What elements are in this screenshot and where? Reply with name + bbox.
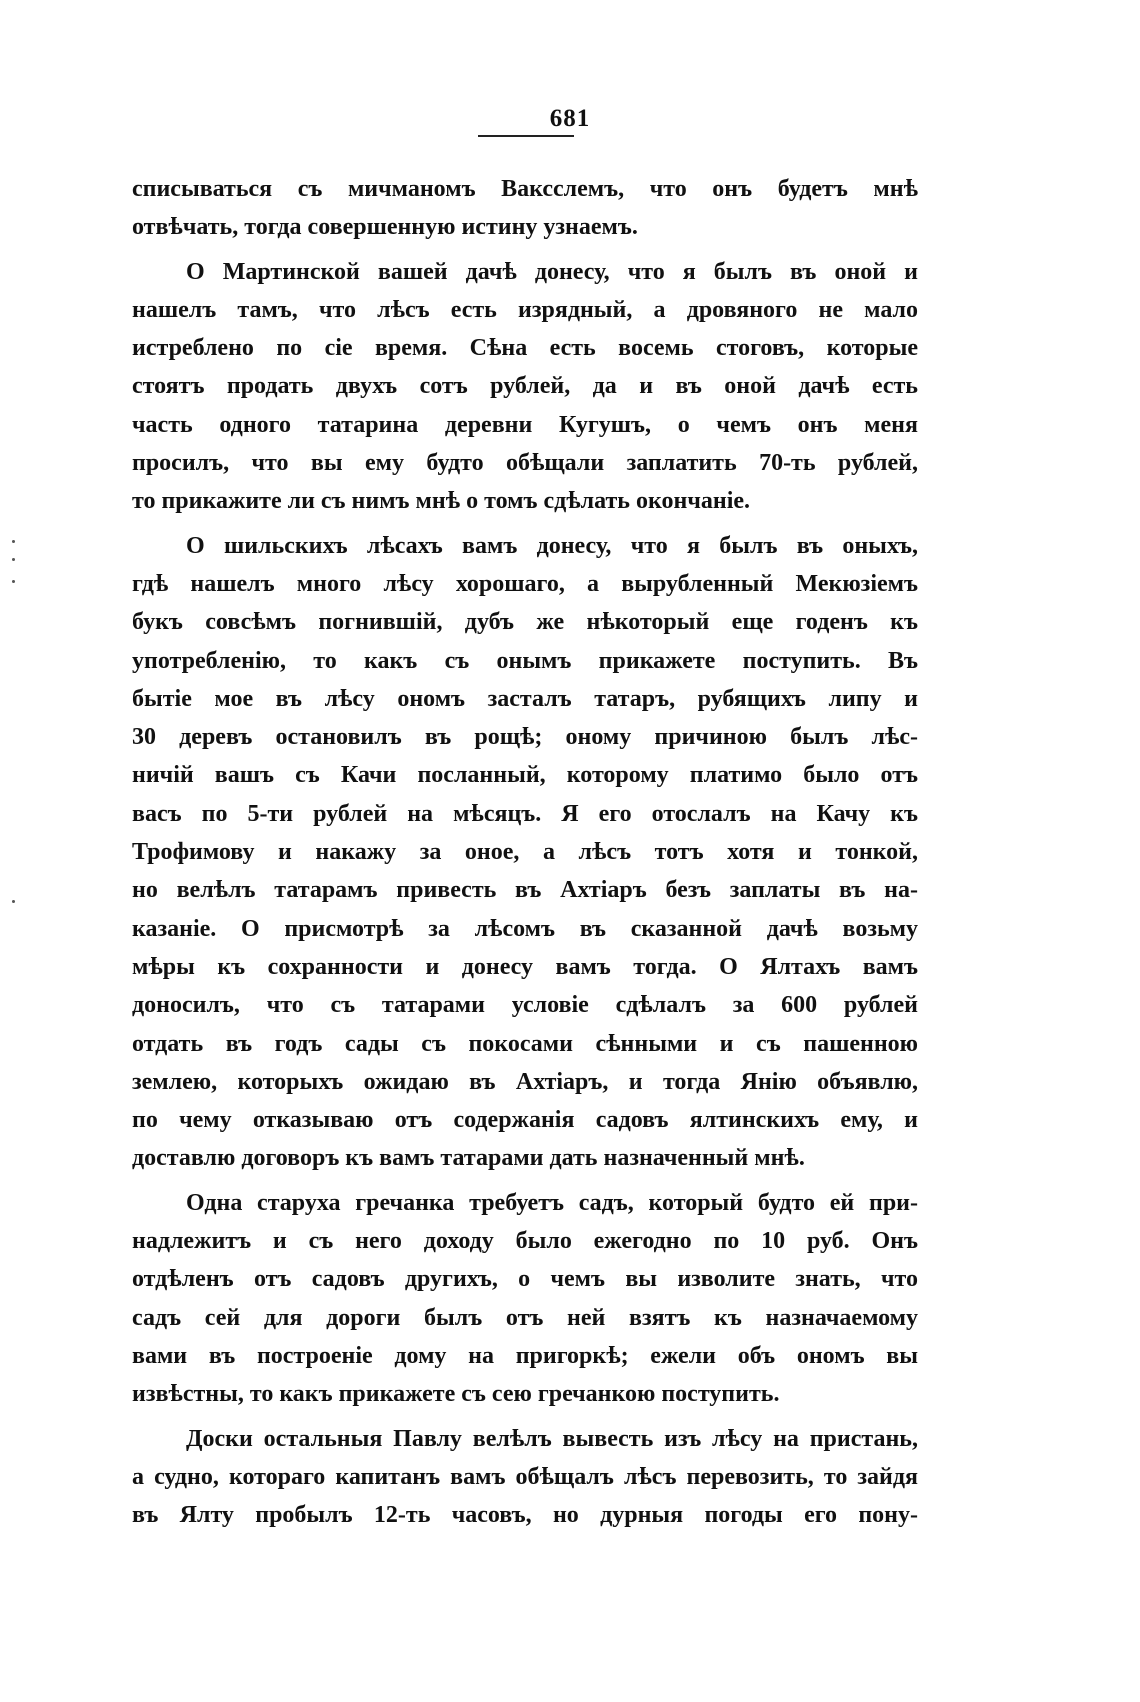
paragraph <box>132 1184 918 1414</box>
text-line: Доски остальныя Павлу велѣлъ вывесть изъ лѣсу на пристань, <box>186 1425 918 1452</box>
text-line: Одна старуха гречанка требуетъ садъ, который будто ей при- <box>186 1189 918 1216</box>
text-line: бытіе мое въ лѣсу ономъ засталъ татаръ, рубящихъ липу и <box>132 685 918 712</box>
paragraph <box>132 253 918 521</box>
text-line: часть одного татарина деревни Кугушъ, о чемъ онъ меня <box>132 411 918 438</box>
text-line: просилъ, что вы ему будто обѣщали заплатить 70-ть рублей, <box>132 450 918 477</box>
text-line: но велѣлъ татарамъ привесть въ Ахтіаръ безъ заплаты въ на- <box>132 877 918 904</box>
text-line: то прикажите ли съ нимъ мнѣ о томъ сдѣлать окончаніе. <box>132 488 751 515</box>
text-line: доставлю договоръ къ вамъ татарами дать назначенный мнѣ. <box>132 1145 805 1172</box>
text-line: ничій вашъ съ Качи посланный, которому платимо было отъ <box>132 762 918 789</box>
text-line: васъ по 5-ти рублей на мѣсяцъ. Я его отослалъ на Качу къ <box>132 800 918 827</box>
text-line: надлежитъ и съ него доходу было ежегодно по 10 руб. Онъ <box>132 1228 918 1255</box>
text-line: казаніе. О присмотрѣ за лѣсомъ въ сказанной дачѣ возьму <box>132 915 918 942</box>
text-line: гдѣ нашелъ много лѣсу хорошаго, а вырубленный Мекюзіемъ <box>132 570 918 597</box>
text-line: садъ сей для дороги былъ отъ ней взятъ къ назначаемому <box>132 1304 918 1331</box>
text-line: списываться съ мичманомъ Ваксслемъ, что онъ будетъ мнѣ <box>132 176 918 202</box>
text-line: употребленію, то какъ съ онымъ прикажете поступить. Въ <box>132 647 918 674</box>
paragraph <box>132 1420 918 1535</box>
text-line: а судно, котораго капитанъ вамъ обѣщалъ лѣсъ перевозить, то зайдя <box>132 1463 918 1490</box>
text-line: отвѣчать, тогда совершенную истину узнаемъ. <box>132 214 638 241</box>
text-line: Трофимову и накажу за оное, а лѣсъ тотъ хотя и тонкой, <box>132 839 918 866</box>
paragraph <box>132 170 918 247</box>
text-line: вами въ построеніе дому на пригоркѣ; ежели объ ономъ вы <box>132 1342 918 1369</box>
paragraph <box>132 527 918 1178</box>
text-line: землею, которыхъ ожидаю въ Ахтіаръ, и тогда Янію объявлю, <box>132 1068 918 1095</box>
text-line: О шильскихъ лѣсахъ вамъ донесу, что я былъ въ оныхъ, <box>186 532 918 559</box>
scan-mark <box>12 558 15 561</box>
scan-mark <box>12 900 15 903</box>
text-body <box>132 170 918 1534</box>
page-number-container <box>0 104 1140 134</box>
text-line: букъ совсѣмъ погнившій, дубъ же нѣкоторый еще годенъ къ <box>132 609 918 636</box>
text-line: извѣстны, то какъ прикажете съ сею гречанкою поступить. <box>132 1381 780 1408</box>
text-line: 30 деревъ остановилъ въ рощѣ; оному причиною былъ лѣс- <box>132 724 918 751</box>
text-line: доносилъ, что съ татарами условіе сдѣлалъ за 600 рублей <box>132 992 918 1019</box>
text-line: нашелъ тамъ, что лѣсъ есть изрядный, а дровяного не мало <box>132 296 918 323</box>
text-line: мѣры къ сохранности и донесу вамъ тогда. О Ялтахъ вамъ <box>132 953 918 980</box>
page-number-rule <box>478 135 574 137</box>
text-line: истреблено по сіе время. Сѣна есть восемь стоговъ, которые <box>132 335 918 362</box>
text-line: въ Ялту пробылъ 12-ть часовъ, но дурныя погоды его пону- <box>132 1502 918 1529</box>
text-line: отдать въ годъ сады съ покосами сѣнными и съ пашенною <box>132 1030 918 1057</box>
page-number: 681 <box>549 105 591 132</box>
scan-mark <box>12 580 15 583</box>
text-line: по чему отказываю отъ содержанія садовъ ялтинскихъ ему, и <box>132 1107 918 1134</box>
text-line: отдѣленъ отъ садовъ другихъ, о чемъ вы изволите знать, что <box>132 1266 918 1293</box>
scan-mark <box>12 540 15 543</box>
text-line: О Мартинской вашей дачѣ донесу, что я былъ въ оной и <box>186 258 918 285</box>
text-line: стоятъ продать двухъ сотъ рублей, да и въ оной дачѣ есть <box>132 373 918 400</box>
